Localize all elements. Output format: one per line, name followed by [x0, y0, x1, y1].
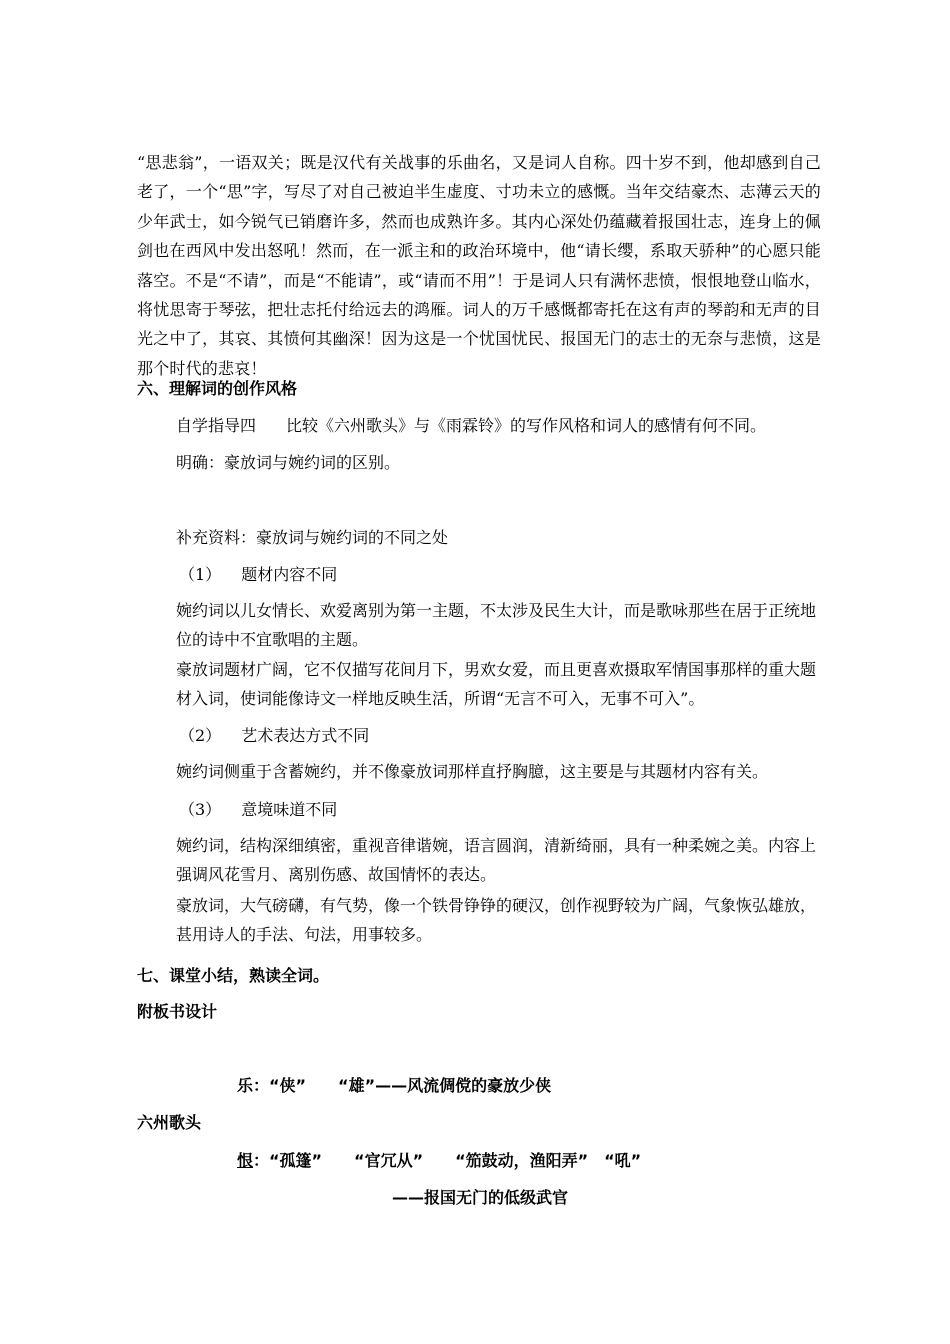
self-study-guide — [176, 413, 766, 436]
supplement-line: 补充资料：豪放词与婉约词的不同之处 — [176, 528, 449, 547]
guide-label: 自学指导四 — [176, 416, 257, 435]
item-2 — [179, 723, 369, 746]
item-2-title: 艺术表达方式不同 — [241, 726, 370, 745]
board-regret-summary: ——报国无门的低级武官 — [392, 1188, 569, 1207]
item-3-number: （3） — [179, 800, 222, 819]
joy-words: “侠” “雄”——风流倜傥的豪放少侠 — [269, 1076, 552, 1095]
item-1-title: 题材内容不同 — [241, 565, 338, 584]
board-title: 六州歌头 — [137, 1113, 202, 1132]
regret-label: 恨 — [237, 1151, 254, 1170]
item-1-number: （1） — [179, 565, 222, 584]
section6-heading: 六、理解词的创作风格 — [137, 379, 298, 398]
board-regret-line — [237, 1148, 641, 1171]
item-1 — [179, 562, 337, 585]
item-3-title: 意境味道不同 — [241, 800, 338, 819]
board-heading: 附板书设计 — [137, 1002, 218, 1021]
paragraph-wanyue-content: 婉约词以儿女情长、欢爱离别为第一主题，不太涉及民生大计，而是歌咏那些在居于正统地位的诗中不宜歌唱的主题。 — [176, 601, 817, 649]
regret-words: ：“孤篷” “官冗从” “笳鼓动，渔阳弄” “吼” — [253, 1151, 642, 1170]
clarify-line: 明确：豪放词与婉约词的区别。 — [176, 453, 401, 472]
item-2-number: （2） — [179, 726, 222, 745]
paragraph-wanyue-mood: 婉约词，结构深细缜密，重视音律谐婉，语言圆润，清新绮丽，具有一种柔婉之美。内容上强调风花雪月、离别伤感、故国情怀的表达。 — [176, 836, 817, 884]
paragraph-haofang-mood: 豪放词，大气磅礴，有气势，像一个铁骨铮铮的硬汉，创作视野较为广阔，气象恢弘雄放，甚用诗人的手法、句法，用事较多。 — [176, 896, 817, 944]
paragraph-expression: 婉约词侧重于含蓄婉约，并不像豪放词那样直抒胸臆，这主要是与其题材内容有关。 — [176, 762, 769, 781]
board-joy-line — [237, 1073, 551, 1096]
guide-text: 比较《六州歌头》与《雨霖铃》的写作风格和词人的感情有何不同。 — [286, 416, 767, 435]
paragraph-haofang-content: 豪放词题材广阔，它不仅描写花间月下，男欢女爱，而且更喜欢摄取军情国事那样的重大题材入词，使词能像诗文一样地反映生活，所谓“无言不可入，无事不可入”。 — [176, 660, 817, 708]
intro-paragraph: “思悲翁”，一语双关；既是汉代有关战事的乐曲名，又是词人自称。四十岁不到，他却感到自己老了，一个“思”字，写尽了对自己被迫半生虚度、寸功未立的感慨。当年交结豪杰、志薄云天的少年武士，如今锐气已销磨许多，然而也成熟许多。其内心深处仍蕴藏着报国壮志，连身上的佩剑也在西风中发出怒吼！然而，在一派主和的政治环境中，他“请长缨，系取天骄种”的心愿只能落空。不是“不请”，而是“不能请”，或“请而不用”！于是词人只有满怀悲愤，恨恨地登山临水，将忧思寄于琴弦，把壮志托付给远去的鸿雁。词人的万千感慨都寄托在这有声的琴韵和无声的目光之中了，其哀、其愤何其幽深！因为这是一个忧国忧民、报国无门的志士的无奈与悲愤，这是那个时代的悲哀！ — [137, 153, 821, 378]
item-3 — [179, 797, 337, 820]
section7-heading: 七、课堂小结，熟读全词。 — [137, 966, 330, 985]
joy-label: 乐： — [237, 1076, 270, 1095]
